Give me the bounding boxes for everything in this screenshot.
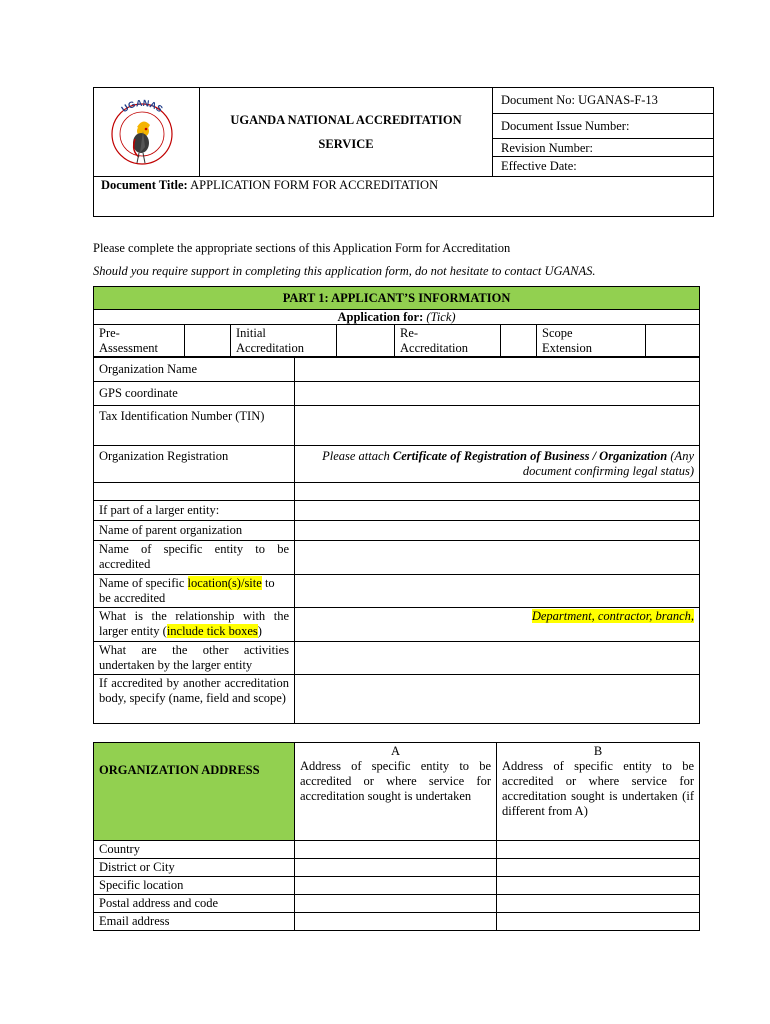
logo-text: UGANAS	[119, 97, 165, 115]
attach-note-bold: Certificate of Registration of Business / Organization	[392, 449, 668, 463]
address-row-location-b[interactable]	[497, 877, 700, 895]
option-re-accreditation-checkbox[interactable]	[501, 325, 537, 358]
address-row-email-b[interactable]	[497, 913, 700, 931]
relationship-pre: What is the relationship with the larger entity (	[99, 609, 289, 638]
location-post: to be accredited	[99, 576, 275, 605]
specific-location-field[interactable]	[295, 575, 700, 608]
address-row-postal-label: Postal address and code	[94, 895, 295, 913]
accredited-by-label: If accredited by another accreditation body, specify (name, field and scope)	[94, 675, 295, 724]
document-issue-number: Document Issue Number:	[493, 114, 714, 139]
tin-label: Tax Identification Number (TIN)	[94, 406, 295, 446]
logo-cell	[93, 87, 200, 176]
gps-label: GPS coordinate	[94, 382, 295, 406]
address-heading: ORGANIZATION ADDRESS	[94, 743, 295, 841]
revision-number: Revision Number:	[493, 139, 714, 157]
attach-note-post: (Any document confirming legal status)	[522, 449, 694, 478]
attach-note-pre: Please attach	[322, 449, 393, 463]
org-name-label: Organization Name	[94, 357, 295, 382]
other-activities-field[interactable]	[295, 642, 700, 675]
specific-location-label	[94, 575, 295, 608]
intro-support-note: Should you require support in completing this application form, do not hesitate to contact UGANAS.	[93, 264, 596, 278]
address-col-b-letter: B	[593, 744, 603, 758]
option-initial-accreditation-checkbox[interactable]	[337, 325, 395, 358]
relationship-field[interactable]	[295, 608, 700, 642]
address-row-postal-b[interactable]	[497, 895, 700, 913]
address-row-postal-a[interactable]	[295, 895, 497, 913]
parent-org-field[interactable]	[295, 521, 700, 541]
applicant-details-table	[93, 356, 700, 724]
option-re-accreditation-label: Re- Accreditation	[395, 325, 501, 358]
blank-label-cell	[94, 483, 295, 501]
address-col-a-text: Address of specific entity to be accredited or where service for accreditation sought is undertaken	[300, 759, 491, 803]
intro-instruction: Please complete the appropriate sections of this Application Form for Accreditation	[93, 241, 511, 255]
organization-address-table	[93, 742, 700, 931]
relationship-highlight: include tick boxes	[166, 624, 258, 638]
tin-field[interactable]	[295, 406, 700, 446]
document-number: Document No: UGANAS-F-13	[493, 87, 714, 114]
location-pre: Name of specific	[99, 576, 188, 590]
application-for-note: (Tick)	[426, 310, 456, 324]
application-for-row	[94, 310, 700, 325]
org-registration-label: Organization Registration	[94, 446, 295, 483]
address-row-district-a[interactable]	[295, 859, 497, 877]
address-col-a-header	[295, 743, 497, 841]
part1-heading: PART 1: APPLICANT’S INFORMATION	[94, 287, 700, 310]
application-for-label: Application for:	[337, 310, 424, 324]
applicant-information-table	[93, 286, 700, 358]
specific-entity-field[interactable]	[295, 541, 700, 575]
larger-entity-label: If part of a larger entity:	[94, 501, 295, 521]
address-row-location-a[interactable]	[295, 877, 497, 895]
uganas-logo	[93, 87, 200, 176]
larger-entity-field[interactable]	[295, 501, 700, 521]
option-scope-extension-label: Scope Extension	[537, 325, 646, 358]
option-pre-assessment-label: Pre- Assessment	[94, 325, 185, 358]
relationship-label	[94, 608, 295, 642]
document-title-value: APPLICATION FORM FOR ACCREDITATION	[187, 178, 439, 192]
org-registration-attach-note	[295, 446, 700, 483]
option-scope-extension-checkbox[interactable]	[646, 325, 700, 358]
address-row-email-a[interactable]	[295, 913, 497, 931]
address-row-country-a[interactable]	[295, 841, 497, 859]
address-col-b-header	[497, 743, 700, 841]
address-row-country-b[interactable]	[497, 841, 700, 859]
specific-entity-label: Name of specific entity to be accredited	[94, 541, 295, 575]
other-activities-label: What are the other activities undertaken by the larger entity	[94, 642, 295, 675]
address-row-email-label: Email address	[94, 913, 295, 931]
gps-field[interactable]	[295, 382, 700, 406]
accredited-by-field[interactable]	[295, 675, 700, 724]
address-col-b-text: Address of specific entity to be accredited or where service for accreditation sought is undertaken (if different from A)	[502, 759, 694, 818]
document-title-label: Document Title:	[101, 178, 188, 192]
effective-date: Effective Date:	[501, 159, 577, 173]
address-row-district-label: District or City	[94, 859, 295, 877]
option-initial-accreditation-label: Initial Accreditation	[231, 325, 337, 358]
address-row-country-label: Country	[94, 841, 295, 859]
address-row-location-label: Specific location	[94, 877, 295, 895]
relationship-options: Department, contractor, branch,	[531, 609, 694, 623]
relationship-post: )	[257, 624, 262, 638]
organization-name-line2: SERVICE	[318, 136, 374, 151]
document-title	[93, 176, 714, 194]
option-pre-assessment-checkbox[interactable]	[185, 325, 231, 358]
location-highlight: location(s)/site	[187, 576, 262, 590]
address-row-district-b[interactable]	[497, 859, 700, 877]
organization-name-cell	[200, 87, 493, 176]
org-name-field[interactable]	[295, 357, 700, 382]
parent-org-label: Name of parent organization	[94, 521, 295, 541]
organization-name-line1: UGANDA NATIONAL ACCREDITATION	[230, 112, 462, 127]
address-col-a-letter: A	[390, 744, 401, 758]
blank-value-cell[interactable]	[295, 483, 700, 501]
